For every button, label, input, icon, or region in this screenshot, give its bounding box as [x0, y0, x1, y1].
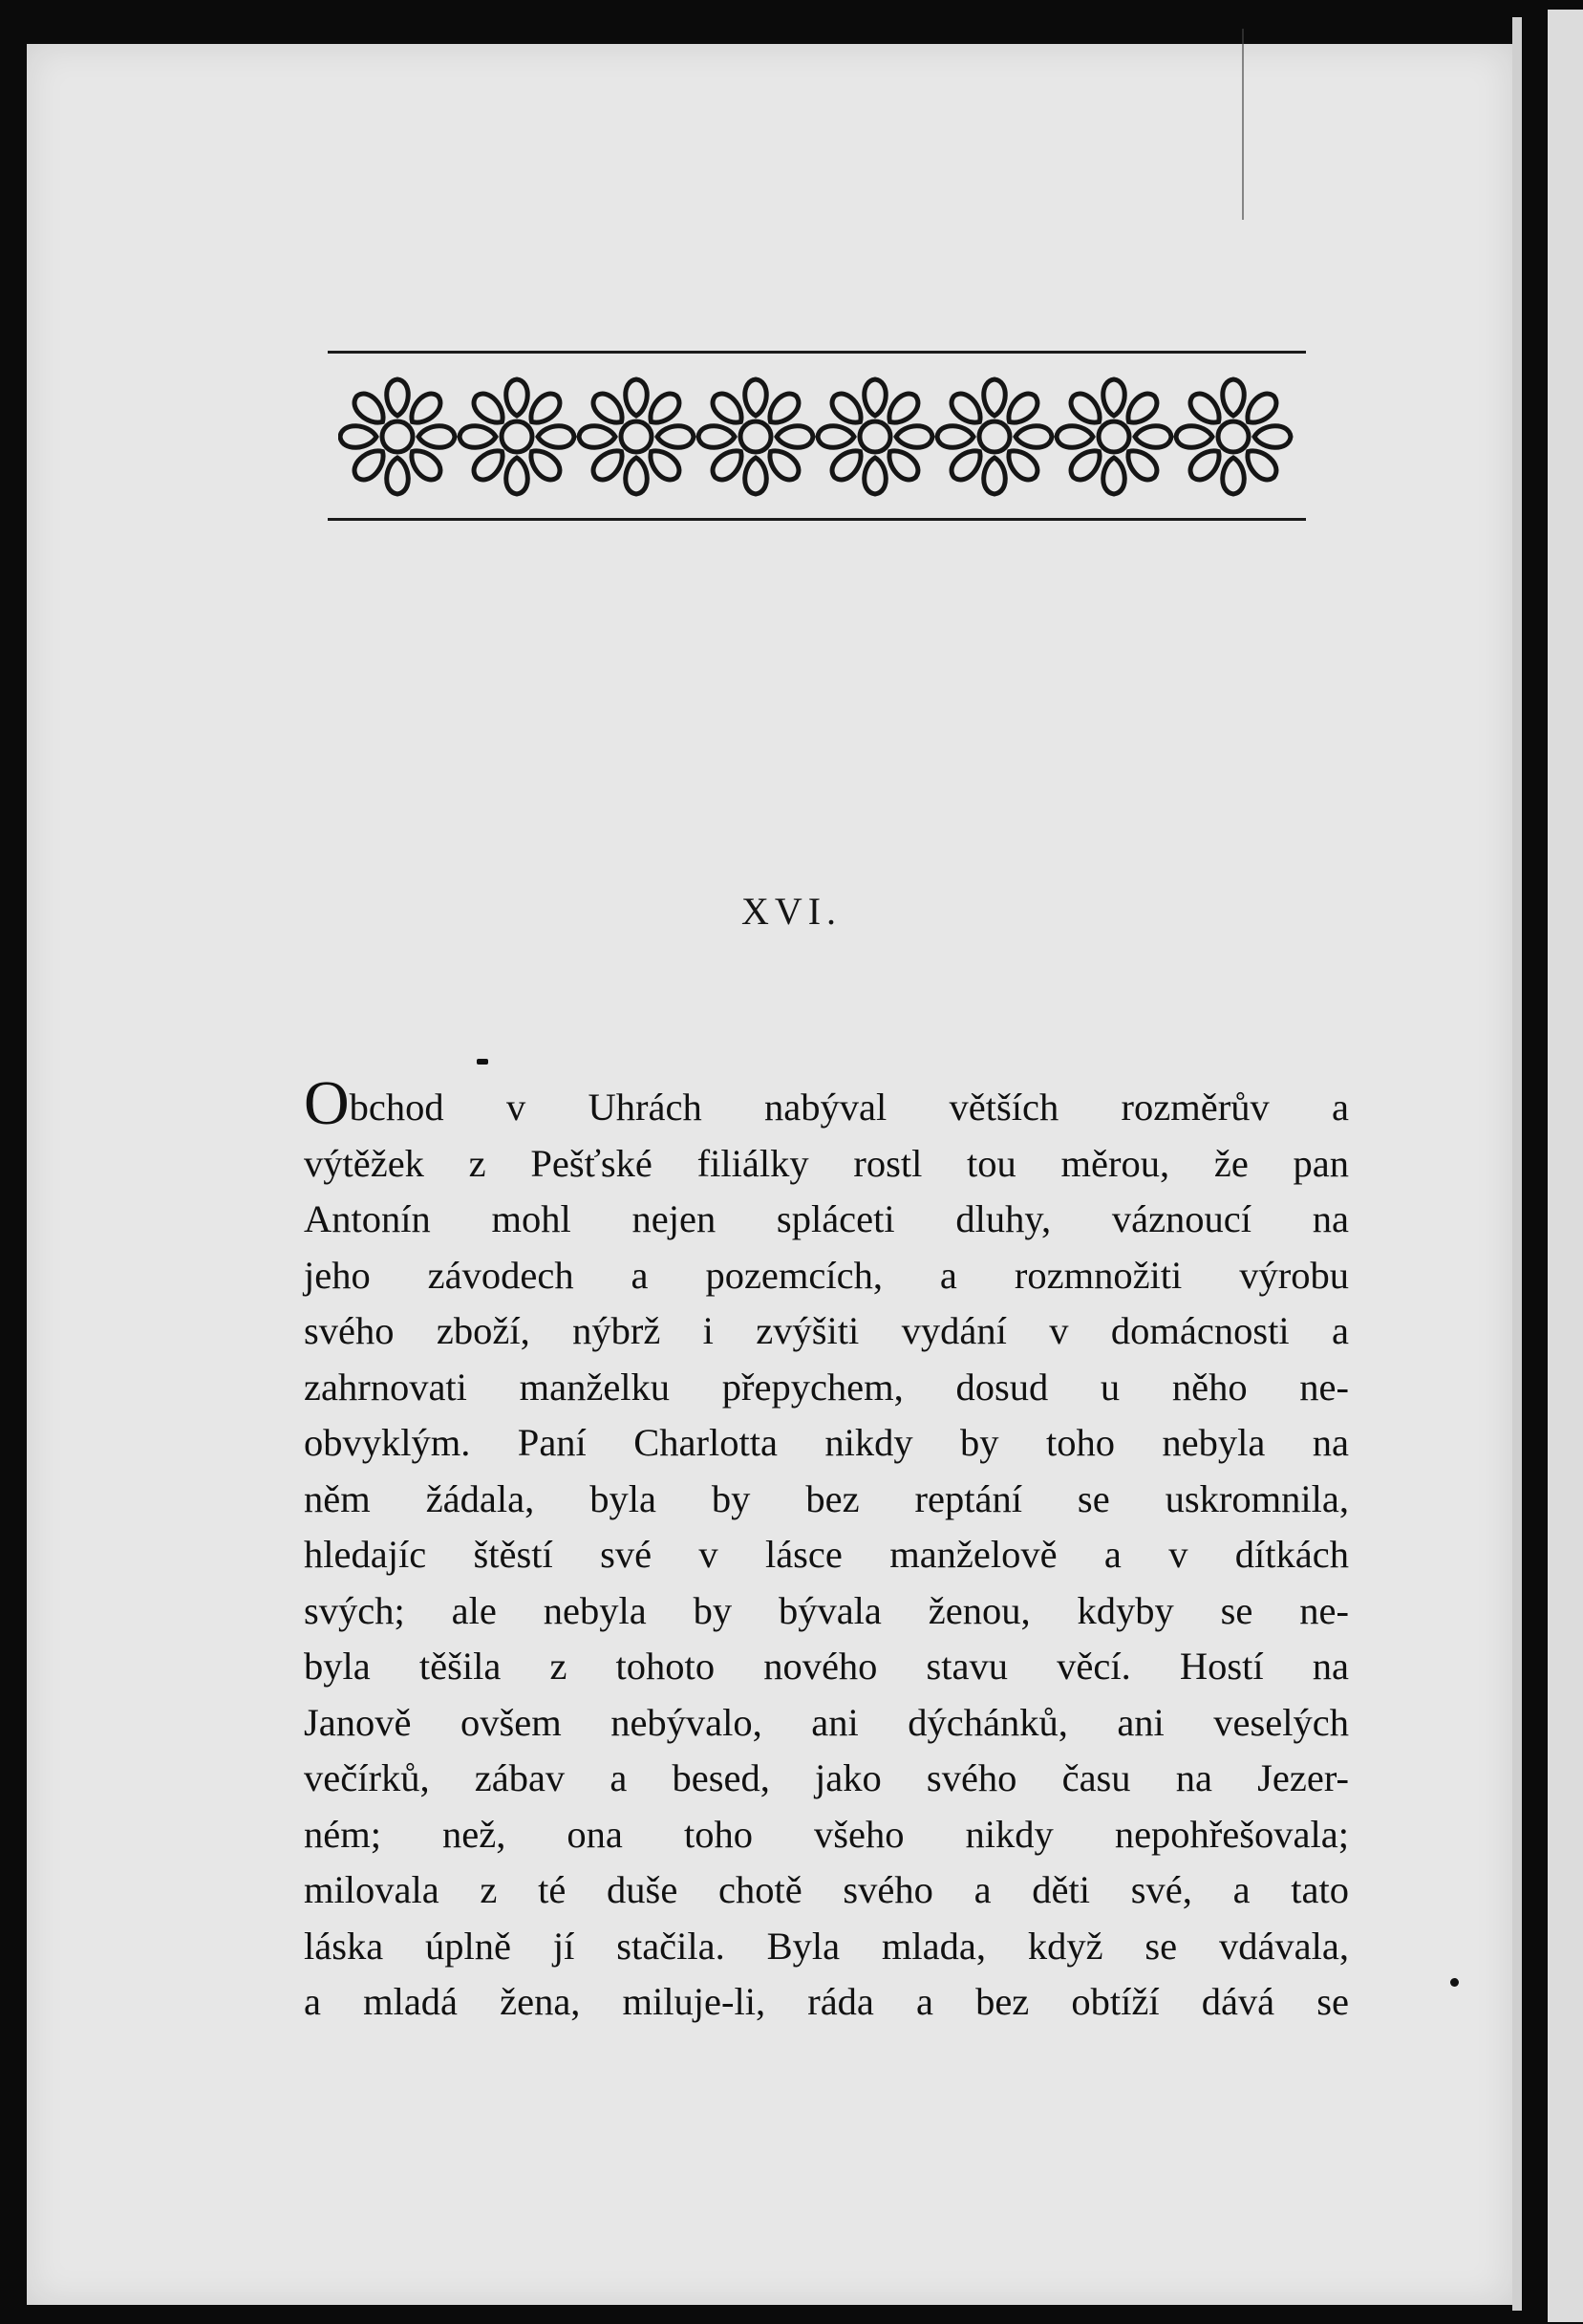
text-line: a mladá žena, miluje-li, ráda a bez obtíží dává se [304, 1980, 1349, 2023]
flower-ornament-icon [698, 379, 813, 494]
text-line: svého zboží, nýbrž i zvýšiti vydání v domácnosti a [304, 1309, 1349, 1352]
body-paragraph [304, 1068, 1349, 2031]
text-line: výtěžek z Pešťské filiálky rostl tou měrou, že pan [304, 1141, 1349, 1185]
flower-ornament-icon [1176, 379, 1291, 494]
text-line: svých; ale nebyla by bývala ženou, kdyby se ne- [304, 1588, 1349, 1632]
text-line: láska úplně jí stačila. Byla mlada, když se vdávala, [304, 1924, 1349, 1968]
flower-ornament-icon [1057, 379, 1171, 494]
flower-ornament-icon [818, 379, 932, 494]
chapter-heading: XVI. [740, 890, 843, 933]
text-line: milovala z té duše chotě svého a děti své, a tato [304, 1868, 1349, 1911]
text-line: obvyklým. Paní Charlotta nikdy by toho nebyla na [304, 1421, 1349, 1464]
scan-speck [477, 1059, 488, 1065]
ornament-top-rule [328, 351, 1306, 354]
text-line: hledajíc štěstí své v lásce manželově a v dítkách [304, 1533, 1349, 1576]
text-line: jeho závodech a pozemcích, a rozmnožiti výrobu [304, 1253, 1349, 1297]
text-line: Obchod v Uhrách nabýval větších rozměrův a [304, 1068, 1349, 1138]
flower-ornament-icon [937, 379, 1052, 494]
flower-ornament-icon [579, 379, 694, 494]
drop-cap: O [304, 1068, 350, 1138]
scan-speck [1450, 1978, 1459, 1987]
text-line: Janově ovšem nebývalo, ani dýchánků, ani veselých [304, 1700, 1349, 1744]
flower-ornament-band [338, 368, 1294, 506]
text-line: byla těšila z tohoto nového stavu věcí. Hostí na [304, 1645, 1349, 1688]
adjacent-page-edge [1548, 10, 1583, 2322]
text-line: zahrnovati manželku přepychem, dosud u něho ne- [304, 1365, 1349, 1409]
text-line: večírků, zábav a besed, jako svého času na Jezer- [304, 1756, 1349, 1799]
text-line: Antonín mohl nejen spláceti dluhy, váznoucí na [304, 1197, 1349, 1240]
flower-ornament-icon [460, 379, 574, 494]
page-edge [1512, 17, 1522, 2311]
page-crease [1242, 29, 1244, 220]
text-line: ném; než, ona toho všeho nikdy nepohřešovala; [304, 1812, 1349, 1856]
ornament-bottom-rule [328, 518, 1306, 521]
flower-ornament-icon [340, 379, 455, 494]
text-line: něm žádala, byla by bez reptání se uskromnila, [304, 1476, 1349, 1520]
